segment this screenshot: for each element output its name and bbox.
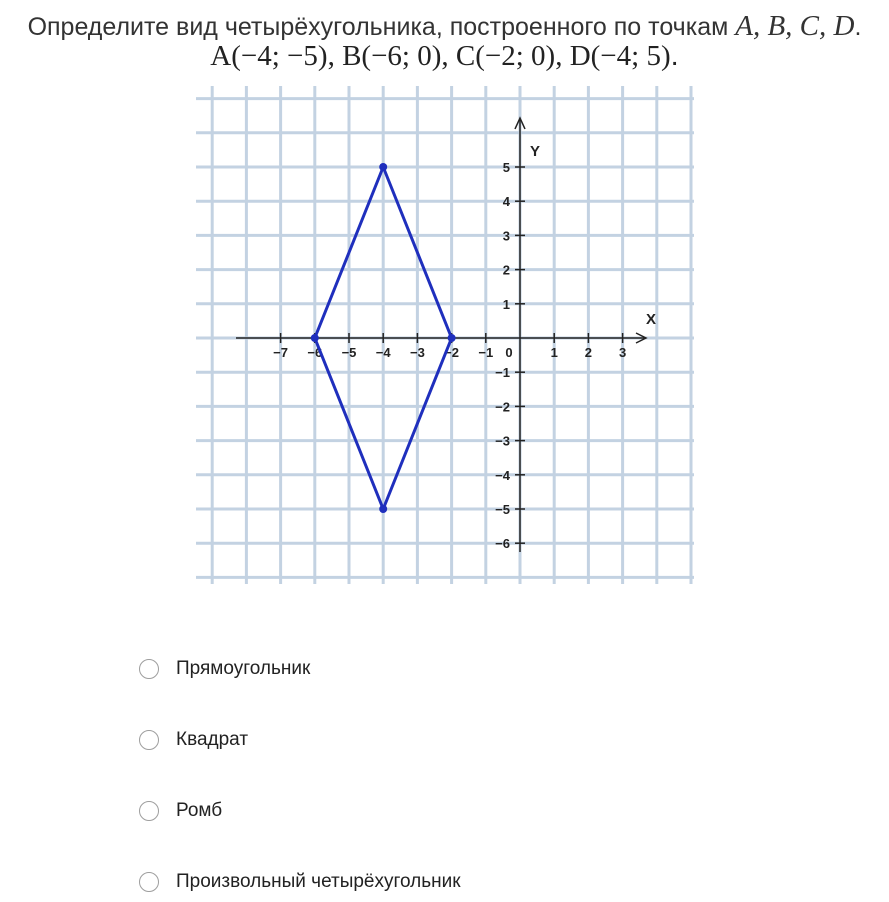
x-tick-label: −5 — [341, 345, 357, 360]
radio-icon[interactable] — [139, 872, 159, 892]
y-tick-label: 1 — [502, 296, 510, 312]
option-rectangle[interactable] — [139, 657, 310, 681]
option-rhombus[interactable] — [139, 799, 222, 823]
axes — [236, 118, 656, 552]
y-tick-label: 2 — [502, 262, 510, 278]
x-tick-label: 2 — [584, 345, 593, 360]
x-tick-label: −3 — [409, 345, 425, 360]
vertex-C — [448, 334, 456, 342]
radio-icon[interactable] — [139, 801, 159, 821]
y-tick-label: 4 — [502, 194, 510, 210]
question-prompt: Определите вид четырёхугольника, построенного по точкам — [27, 13, 729, 41]
y-axis-label: Y — [530, 143, 541, 160]
x-tick-label: −7 — [273, 345, 289, 360]
y-tick-label: −5 — [495, 502, 510, 517]
x-tick-label: 3 — [618, 345, 627, 360]
y-tick-label: −3 — [495, 433, 510, 449]
y-tick-label: 5 — [502, 160, 510, 175]
x-axis-label: X — [646, 311, 657, 328]
y-tick-label: 3 — [502, 228, 510, 244]
option-label: Произвольный четырёхугольник — [176, 871, 461, 892]
coordinates-formula: A(−4; −5), B(−6; 0), C(−2; 0), D(−4; 5) — [210, 40, 671, 72]
question-end-dot: . — [854, 13, 862, 41]
y-tick-label: −4 — [495, 467, 510, 483]
x-tick-label: −1 — [478, 345, 494, 360]
vertex-A — [379, 505, 387, 513]
x-tick-label: 0 — [505, 345, 513, 360]
y-tick-label: −1 — [495, 365, 510, 381]
x-tick-label: −4 — [375, 345, 391, 360]
x-tick-label: −6 — [307, 345, 323, 360]
coordinates-end-dot: . — [670, 40, 679, 72]
option-label: Прямоугольник — [176, 658, 311, 679]
x-tick-label: −2 — [444, 345, 460, 360]
x-tick-label: 1 — [550, 345, 558, 360]
question-points: A, B, C, D — [735, 10, 855, 42]
radio-icon[interactable] — [139, 659, 159, 679]
y-tick-label: −6 — [495, 536, 510, 552]
grid — [196, 86, 694, 584]
option-arbitrary-quadrilateral[interactable] — [139, 870, 461, 894]
option-label: Ромб — [176, 800, 223, 821]
vertex-D — [379, 163, 387, 171]
vertex-B — [311, 334, 319, 342]
radio-icon[interactable] — [139, 730, 159, 750]
ticks — [273, 160, 626, 551]
option-square[interactable] — [139, 728, 248, 752]
y-tick-label: −2 — [495, 399, 510, 415]
option-label: Квадрат — [176, 729, 249, 750]
